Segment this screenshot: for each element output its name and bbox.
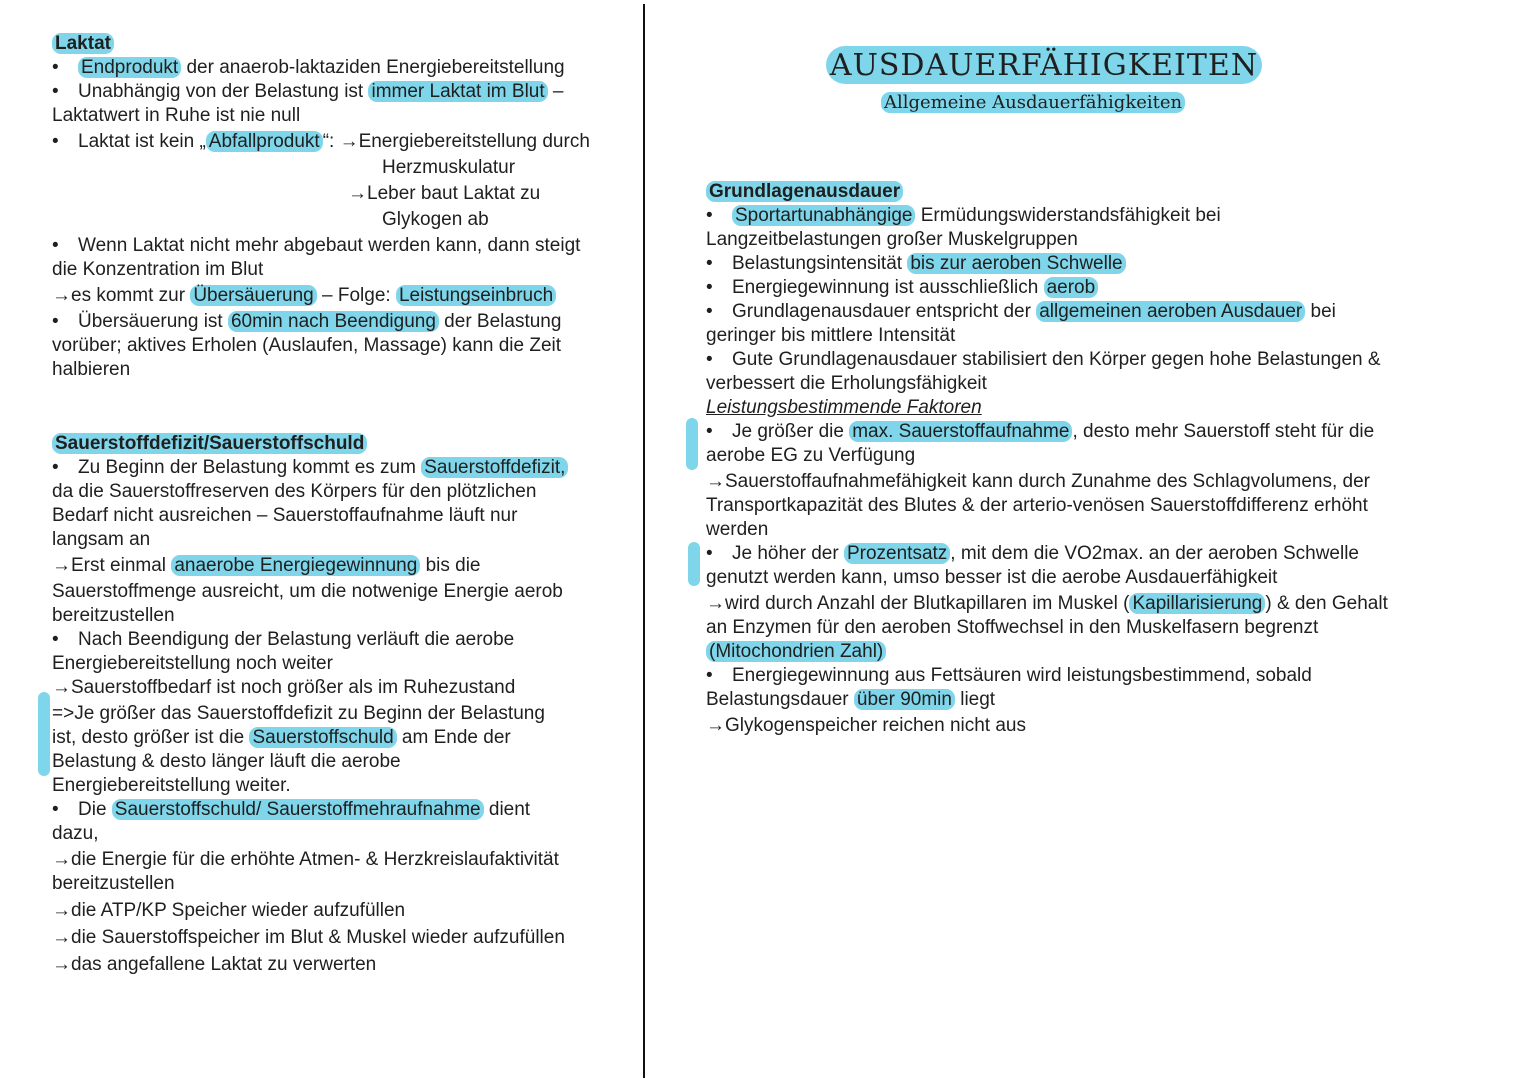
page-subtitle: Allgemeine Ausdauerfähigkeiten	[881, 92, 1185, 114]
grundlagenausdauer-heading: Grundlagenausdauer	[706, 181, 903, 202]
margin-marker	[688, 542, 700, 586]
laktat-section: Laktat • Endprodukt der anaerob-laktaziden Energiebereitstellung • Unabhängig von der Belastung ist immer Laktat im Blut – Laktatwert in Ruhe ist nie null • Laktat ist kein „ Abfallprodukt “: →Energiebereitstellung durch Herzmuskulatur →Leber baut Laktat zu Glykogen ab • Wenn Laktat nicht mehr abgebaut werden kann, dann steigt die Konzentration im Blut →es kommt zur Übersäuerung – Folge: Leistungseinbruch • Übersäuerung ist 60min nach Beendigung der Belastung vorüber; aktives Erholen (Auslaufen, Massage) kann die Zeit halbieren	[52, 33, 590, 380]
page-divider	[643, 4, 645, 1078]
laktat-heading: Laktat	[52, 33, 114, 54]
right-column: Grundlagenausdauer • Sportartunabhängige Ermüdungswiderstandsfähigkeit bei Langzeitbelastungen großer Muskelgruppen • Belastungsintensität bis zur aeroben Schwelle • Energiegewinnung ist ausschließlich aerob • Grundlagenausdauer entspricht der allgemeinen aeroben Ausdauer bei geringer bis mittlere Intensität • Gute Grundlagenausdauer stabilisiert den Körper gegen hohe Belastungen & verbessert die Erholungsfähigkeit Leistungsbestimmende Faktoren • Je größer die max. Sauerstoffaufnahme , desto mehr Sauerstoff steht für die aerobe EG zu Verfügung →Sauerstoffaufnahmefähigkeit kann durch Zunahme des Schlagvolumens, der Transportkapazität des Blutes & der arterio-venösen Sauerstoffdifferenz erhöht werden • Je höher der Prozentsatz , mit dem die VO2max. an der aeroben Schwelle genutzt werden kann, umso besser ist die aerobe Ausdauerfähigkeit →wird durch Anzahl der Blutkapillaren im Muskel ( Kapillarisierung ) & den Gehalt an Enzymen für den aeroben Stoffwechsel in den Muskelfasern begrenzt (Mitochondrien Zahl) • Energiegewinnung aus Fettsäuren wird leistungsbestimmend, sobald Belastungsdauer über 90min liegt →Glykogenspeicher reichen nicht aus	[706, 181, 1388, 736]
faktoren-heading: Leistungsbestimmende Faktoren	[706, 397, 982, 418]
sauerstoff-section: Sauerstoffdefizit/Sauerstoffschuld • Zu Beginn der Belastung kommt es zum Sauerstoffdefizit, da die Sauerstoffreserven des Körpers für den plötzlichen Bedarf nicht ausreichen – Sauerstoffaufnahme läuft nur langsam an →Erst einmal anaerobe Energiegewinnung bis die Sauerstoffmenge ausreicht, um die notwenige Energie aerob bereitzustellen • Nach Beendigung der Belastung verläuft die aerobe Energiebereitstellung noch weiter →Sauerstoffbedarf ist noch größer als im Ruhezustand =>Je größer das Sauerstoffdefizit zu Beginn der Belastung ist, desto größer ist die Sauerstoffschuld am Ende der Belastung & desto länger läuft die aerobe Energiebereitstellung weiter. • Die Sauerstoffschuld/ Sauerstoffmehraufnahme dient dazu, →die Energie für die erhöhte Atmen- & Herzkreislaufaktivität bereitzustellen →die ATP/KP Speicher wieder aufzufüllen →die Sauerstoffspeicher im Blut & Muskel wieder aufzufüllen →das angefallene Laktat zu verwerten	[52, 432, 627, 977]
margin-marker	[38, 692, 50, 776]
margin-marker	[686, 418, 698, 470]
left-column	[52, 32, 627, 977]
sauerstoff-heading: Sauerstoffdefizit/Sauerstoffschuld	[52, 433, 367, 454]
page-title: AUSDAUERFÄHIGKEITEN	[826, 46, 1262, 84]
